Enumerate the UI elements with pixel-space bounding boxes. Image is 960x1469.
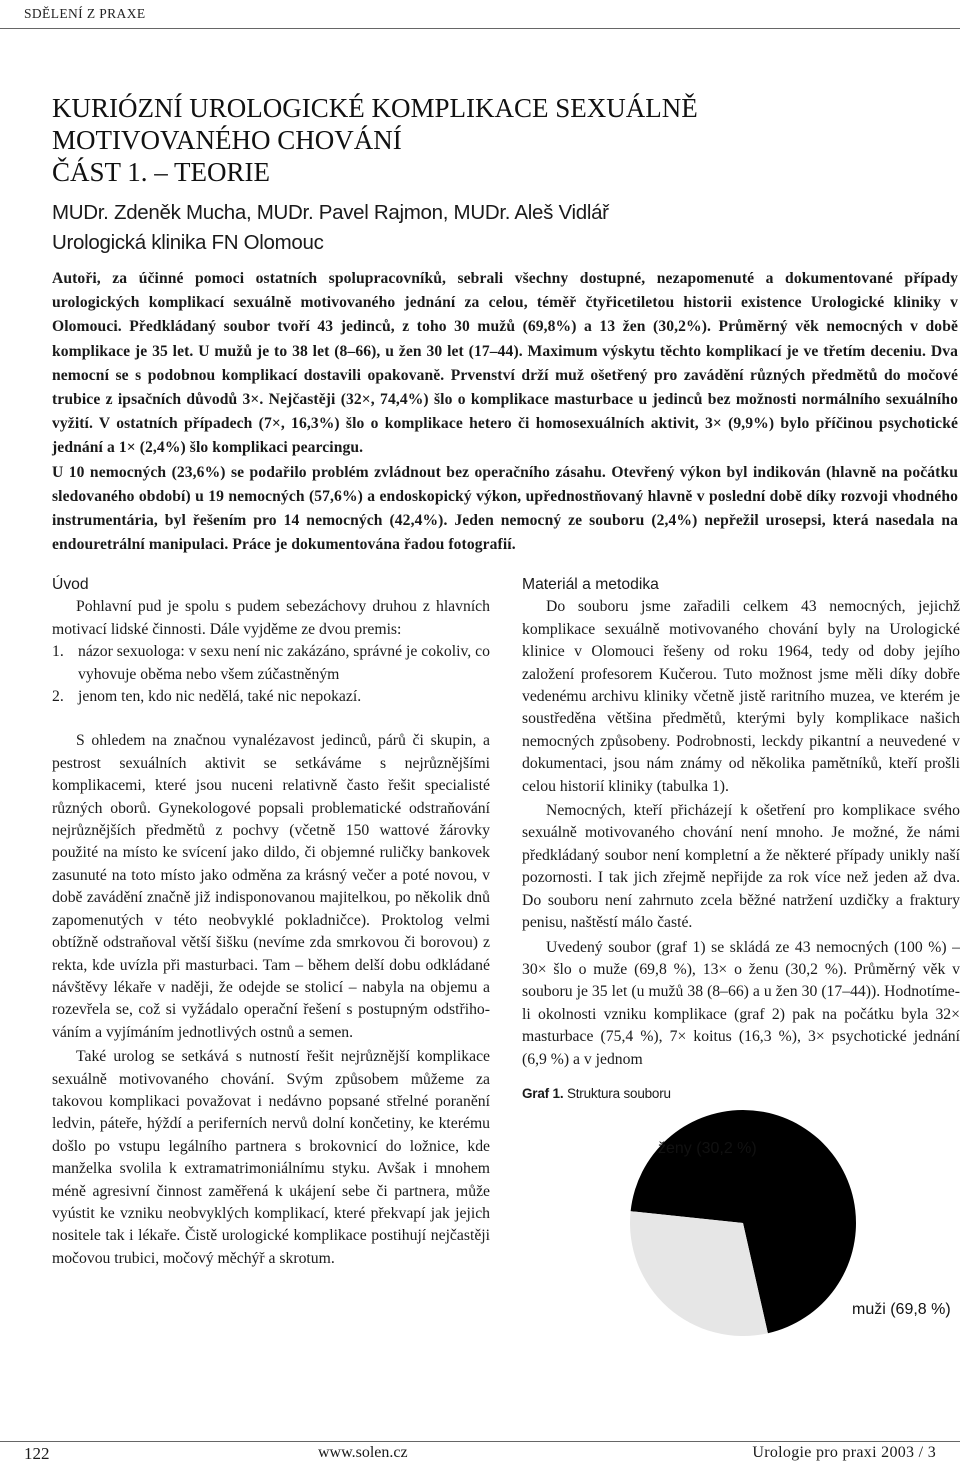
methods-heading: Materiál a metodika <box>522 576 659 593</box>
page-number: 122 <box>24 1444 50 1463</box>
pie-chart <box>522 1105 960 1343</box>
premise-list <box>52 641 490 708</box>
premise-text: jenom ten, kdo nic nedělá, také nic nepokazí. <box>78 688 362 706</box>
abstract-paragraph: Autoři, za účinné pomoci ostatních spolupracovníků, sebrali všechny dostupné, nezapomenuté a dokumentované případy urologických komplikací sexuálně motivovaného jednání za celou, téměř čtyřicetiletou historii existence Urologické kliniky v Olomouci. Předkládaný soubor tvoří 43 jedinců, z toho 30 mužů (69,8%) a 13 žen (30,2%). Průměrný věk nemocných v době komplikace je 35 let. U mužů je to 38 let (8–66), u žen 30 let (17–44). Maximum výskytu těchto komplikací je ve třetím deceniu. Dva nemocní se s podobnou komplikací dostavili opakovaně. Prvenství drží muž ošetřený pro zavádění různých předmětů do močové trubice z ipsačních důvodů 3×. Nejčastěji (32×, 74,4%) šlo o komplikace masturbace u jedinců bez možnosti normálního sexuálního vyžití. V ostatních případech (7×, 16,3%) šlo o komplikace hetero či homosexuálních aktivit, 3× (9,9%) bylo příčinou psychotické jednání a 1× (2,4%) šlo komplikaci pearcingu. <box>52 270 958 457</box>
pie-label-zeny: ženy (30,2 %) <box>658 1139 757 1157</box>
bottom-rule <box>0 1441 960 1442</box>
spacer <box>52 708 490 730</box>
methods-paragraph: Uvedený soubor (graf 1) se skládá ze 43 nemocných (100 %) – 30× šlo o muže (69,8 %), 13× o ženu (30,2 %). Průměrný věk v souboru je 35 let (u mužů 38 (8–66) a u žen 30 (17–44)). Hodnotíme-li okolnosti vzniku komplikace (graf 2) pak na počátku byla 32× masturbace (75,4 %), 7× koitus (16,3 %), 3× psychotické jednání (6,9 %) a v jednom <box>522 938 960 1068</box>
pie-chart-svg <box>522 1105 960 1343</box>
graph-label: Graf 1. <box>522 1085 564 1101</box>
section-label: SDĚLENÍ Z PRAXE <box>24 6 146 21</box>
journal-name: Urologie pro praxi 2003 / 3 <box>752 1444 936 1461</box>
graph-caption <box>522 1085 960 1103</box>
journal-site: www.solen.cz <box>318 1444 408 1461</box>
intro-heading: Úvod <box>52 576 89 593</box>
premise-item <box>52 641 490 686</box>
graph-title: Struktura souboru <box>566 1085 671 1101</box>
affiliation: Urologická klinika FN Olomouc <box>52 231 324 254</box>
top-rule <box>0 28 960 29</box>
premise-text: názor sexuologa: v sexu není nic zakázáno, správné je cokoliv, co vyhovuje oběma nebo všem zúčastněným <box>78 643 490 683</box>
left-column <box>52 574 490 1270</box>
abstract-paragraph: U 10 nemocných (23,6%) se podařilo problém zvládnout bez operačního zásahu. Otevřený výkon byl indikován (hlavně na počátku sledovaného období) u 19 nemocných (57,6%) a endoskopický výkon, upřednostňovaný hlavně v poslední době díky rozvoji vhodného instrumentária, byl řešením pro 14 nemocných (42,4%). Jeden nemocný ze souboru (2,4%) nepřežil urosepsi, která nasedala na endouretrální manipulaci. Práce je dokumentována řadou fotografií. <box>52 463 958 554</box>
premise-item <box>52 686 490 708</box>
intro-paragraph: Také urolog se setkává s nutností řešit nejrůznější komplikace sexuálně motivovaného chování. Svým způsobem můžeme za takovou komplikaci považovat i nedávno popsané střelné poranění ledvin, páteře, hýždí a periferních nervů dolní končetiny, ke kterému došlo po vstupu legálního partnera s brokovnicí do ložnice, kde manželka svolila k extramatrimoniálnímu styku. Avšak i mnohem méně agresivní činnost zaměřená k ukájení sebe či partnera, může vyústit ke vzniku neobvyklých komplikací, které překvapí jak jejich nositele tak i lékaře. Čistě urologické komplikace postihují nejčastěji močovou trubici, močový měchýř a skrotum. <box>52 1048 490 1267</box>
right-column <box>522 574 960 1343</box>
methods-paragraph: Nemocných, kteří přicházejí k ošetření pro komplikace svého sexuálně motivovaného chování není mnoho. Je možné, že námi předkládaný soubor není kompletní a že některé případy unikly naší pozornosti. I tak jich zřejmě nepřijde za rok více než jeden až dva. Do souboru není zahrnuto zcela běžné natržení uzdičky a fraktury penisu, naštěstí málo časté. <box>522 802 960 932</box>
pie-label-muzi: muži (69,8 %) <box>852 1300 951 1318</box>
intro-paragraph: S ohledem na značnou vynalézavost jedinců, párů či skupin, a pestrost sexuálních aktivit se setkáváme s nejrůznějšími komplikacemi, které jsou nuceni relativně často řešit specialisté různých oborů. Gynekologové popsali problematické odstraňování nejrůznějších předmětů z pochvy (včetně 150 wattové žárovky použité na místo ke svícení jako dildo, či objemné ruličky bankovek zasunuté na toto místo jako odměna za krásný večer a poté novou, v době zavádění značně již indisponovanou majitelkou, po několik dnů zapomenutých v této neobvyklé pokladničce). Proktolog velmi obtížně odstraňoval větší šišku (nevíme zda smrkovou či borovou) z rekta, kde uvízla při masturbaci. Tam – během delší dobu odkládané návštěvy lékaře v naději, že odejde se stolicí – nabyla na objemu a rozevřela se, což si vyžádalo operační řešení s postupným odstřihováním a vyjímáním jednotlivých ostnů a semen. <box>52 732 490 1041</box>
premise-number: 2. <box>52 688 64 706</box>
article-title <box>52 92 892 188</box>
title-line: MOTIVOVANÉHO CHOVÁNÍ <box>52 125 402 155</box>
methods-paragraph: Do souboru jsme zařadili celkem 43 nemocných, jejichž komplikace sexuálně motivovaného chování byly na Urologické klinice v Olomouci řešeny od roku 1964, tedy od doby jejího založení profesorem Kučerou. Tuto možnost jsme měli díky dobře vedenému archivu kliniky včetně jistě raritního muzea, ve kterém je soustředěna většina předmětů, kterými byly komplikace našich nemocných způsobeny. Podrobnosti, leckdy pikantní a neuvedené v dokumentaci, jsou nám známy od několika pamětníků, kteří prošli celou historií kliniky (tabulka 1). <box>522 598 960 795</box>
intro-lead: Pohlavní pud je spolu s pudem sebezáchovy druhou z hlavních motivací lidské činnosti. Dále vyjděme ze dvou premis: <box>52 598 490 638</box>
title-line: KURIÓZNÍ UROLOGICKÉ KOMPLIKACE SEXUÁLNĚ <box>52 93 698 123</box>
premise-number: 1. <box>52 643 64 661</box>
title-line: ČÁST 1. – TEORIE <box>52 157 271 187</box>
authors: MUDr. Zdeněk Mucha, MUDr. Pavel Rajmon, MUDr. Aleš Vidlář <box>52 201 609 224</box>
abstract <box>52 267 958 557</box>
